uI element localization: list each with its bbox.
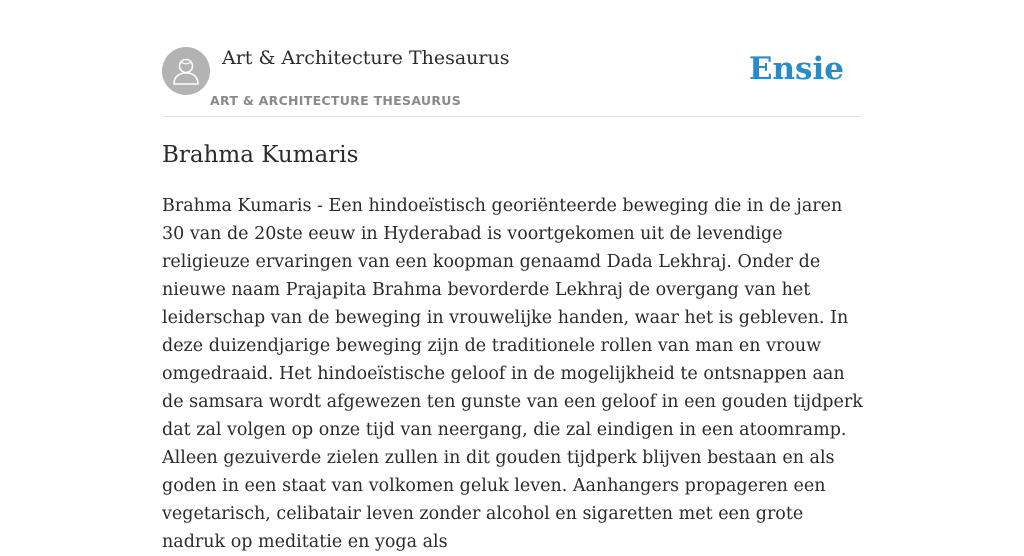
avatar[interactable] (162, 47, 210, 95)
source-header (162, 0, 862, 117)
ensie-logo[interactable]: Ensie (748, 51, 844, 87)
source-title[interactable]: Art & Architecture Thesaurus (222, 47, 510, 69)
article-body: Brahma Kumaris - Een hindoeïstisch georiënteerde beweging die in de jaren 30 van de 20ste eeuw in Hyderabad is voortgekomen uit de levendige religieuze ervaringen van een koopman genaamd Dada Lekhraj. Onder de nieuwe naam Prajapita Brahma bevorderde Lekhraj de overgang van het leiderschap van de beweging in vrouwelijke handen, waar het is gebleven. In deze duizendjarige beweging zijn de traditionele rollen van man en vrouw omgedraaid. Het hindoeïstische geloof in de mogelijkheid te ontsnappen aan de samsara wordt afgewezen ten gunste van een geloof in een gouden tijdperk dat zal volgen op onze tijd van neergang, die zal eindigen in een atoomramp. Alleen gezuiverde zielen zullen in dit gouden tijdperk blijven bestaan en als goden in een staat van volkomen geluk leven. Aanhangers propageren een vegetarisch, celibatair leven zonder alcohol en sigaretten met een grote nadruk op meditatie en yoga als (162, 196, 863, 552)
user-silhouette-icon (162, 47, 210, 95)
source-subtitle[interactable]: ART & ARCHITECTURE THESAURUS (210, 93, 462, 108)
article-title: Brahma Kumaris (162, 142, 359, 168)
